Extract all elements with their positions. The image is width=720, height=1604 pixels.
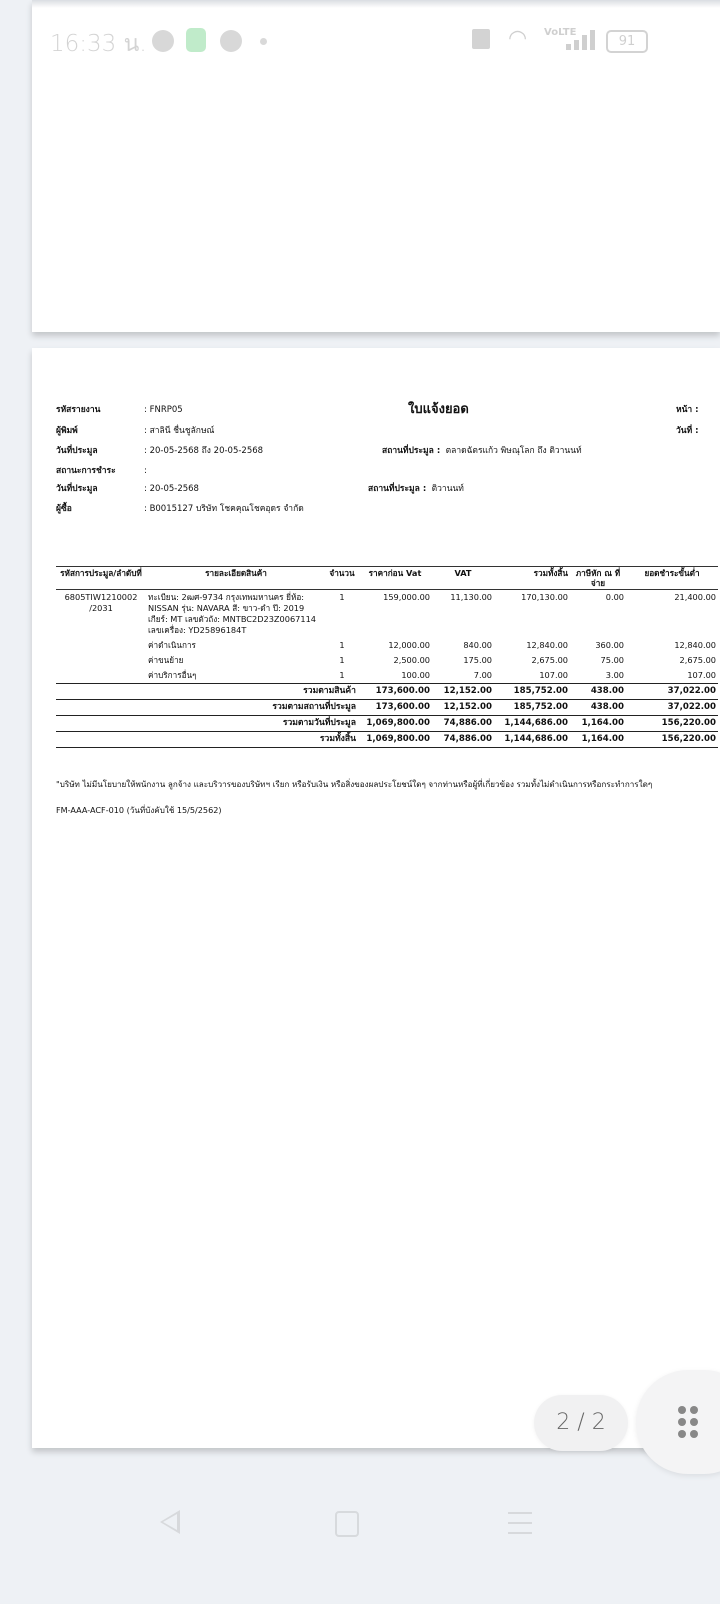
signal-icon [566,30,598,50]
cell-price: 159,000.00 [383,592,430,602]
status-bar [0,0,720,80]
cell-qty: 1 [339,655,345,665]
cell-code [56,638,146,653]
cell-vat: 840.00 [463,640,492,650]
summary-row-grand-total [56,732,718,748]
cell-qty: 1 [339,640,345,650]
cell-total: 12,840.00 [526,640,568,650]
cell-description: ค่าดำเนินการ [148,640,196,650]
summary-wht: 438.00 [570,700,626,716]
volte-icon: VoLTE [544,27,577,38]
cell-price: 2,500.00 [393,655,430,665]
cell-total: 2,675.00 [531,655,568,665]
col-header-price: ราคาก่อน Vat [358,567,432,590]
col-header-code: รหัสการประมูล/ลำดับที่ [56,567,146,590]
summary-vat: 74,886.00 [432,716,494,732]
col-header-qty: จำนวน [326,567,358,590]
table-row [56,668,718,684]
summary-label: รวมตามสถานที่ประมูล [56,700,358,716]
summary-label: รวมทั้งสิ้น [56,732,358,748]
col-header-total: รวมทั้งสิ้น [494,567,570,590]
cell-description: ค่าบริการอื่นๆ [148,670,197,680]
status-time: 16:33 น. [50,31,147,57]
cell-qty: 1 [339,670,345,680]
summary-wht: 438.00 [570,684,626,700]
field-printer: ผู้พิมพ์ : สาลินี ชื่นชูลักษณ์ [56,426,215,436]
field-payment-status: สถานะการชำระ : [56,466,147,476]
grid-dots-icon [678,1406,700,1438]
field-location: สถานที่ประมูล : ติวานนท์ [368,484,464,494]
line-icon [152,30,174,52]
cell-total: 107.00 [539,670,568,680]
date-label: วันที่ : [676,426,699,436]
table-row [56,590,718,639]
cell-qty: 1 [339,592,345,602]
col-header-vat: VAT [432,567,494,590]
summary-vat: 12,152.00 [432,700,494,716]
cell-code: 6805TIW1210002 /2031 [64,592,138,613]
wifi-icon: ◠ [508,26,528,51]
summary-price: 173,600.00 [358,700,432,716]
summary-price: 173,600.00 [358,684,432,700]
summary-total: 185,752.00 [494,684,570,700]
summary-total: 185,752.00 [494,700,570,716]
cell-min-pay: 107.00 [687,670,716,680]
cell-price: 12,000.00 [388,640,430,650]
col-header-min-pay: ยอดชำระขั้นต่ำ [626,567,718,590]
system-nav-bar [0,1490,720,1560]
recents-icon[interactable] [508,1510,532,1536]
vibrate-icon [472,29,490,49]
page-label: หน้า : [676,405,699,415]
cell-wht: 75.00 [600,655,624,665]
line-icon [220,30,242,52]
cell-wht: 3.00 [605,670,624,680]
home-icon[interactable] [335,1511,359,1537]
field-report-code: รหัสรายงาน : FNRP05 [56,405,183,415]
table-header [56,567,718,590]
summary-label: รวมตามวันที่ประมูล [56,716,358,732]
field-buyer: ผู้ซื้อ : B0015127 บริษัท โชคคุณโชคอุดร จำกัด [56,504,304,514]
cell-description: ทะเบียน: 2ฒศ-9734 กรุงเทพมหานคร ยี่ห้อ: NISSAN รุ่น: NAVARA สี: ขาว-ดำ ปี: 2019 เกียร์: MT เลขตัวถัง: MNTBC2D23Z0067114 เลขเครื่อง: YD25896184T [148,592,317,635]
cell-code [56,668,146,684]
summary-row-by-date [56,716,718,732]
items-table [56,566,718,748]
cell-vat: 175.00 [463,655,492,665]
summary-total: 1,144,686.00 [494,716,570,732]
page-indicator[interactable]: 2 / 2 [534,1395,628,1451]
back-icon[interactable] [160,1510,180,1534]
notification-dot-icon [260,38,267,45]
cell-vat: 7.00 [473,670,492,680]
field-location-range: สถานที่ประมูล : ตลาดฉัตรแก้ว พิษณุโลก ถึง ติวานนท์ [382,446,582,456]
pdf-page-2 [32,348,720,1448]
table-row [56,638,718,653]
summary-vat: 12,152.00 [432,684,494,700]
summary-wht: 1,164.00 [570,732,626,748]
cell-min-pay: 21,400.00 [674,592,716,602]
cell-wht: 0.00 [605,592,624,602]
summary-min-pay: 37,022.00 [626,684,718,700]
summary-total: 1,144,686.00 [494,732,570,748]
summary-price: 1,069,800.00 [358,716,432,732]
cell-price: 100.00 [401,670,430,680]
form-code: FM-AAA-ACF-010 (วันที่บังคับใช้ 15/5/2562) [56,805,222,815]
cell-total: 170,130.00 [521,592,568,602]
cell-description: ค่าขนย้าย [148,655,184,665]
summary-min-pay: 156,220.00 [626,732,718,748]
summary-label: รวมตามสินค้า [56,684,358,700]
summary-vat: 74,886.00 [432,732,494,748]
cell-code [56,653,146,668]
summary-wht: 1,164.00 [570,716,626,732]
report-title: ใบแจ้งยอด [408,402,469,417]
cell-vat: 11,130.00 [450,592,492,602]
cell-min-pay: 2,675.00 [679,655,716,665]
upload-icon [186,28,206,52]
summary-row-by-location [56,700,718,716]
col-header-wht: ภาษีหัก ณ ที่จ่าย [570,567,626,590]
cell-wht: 360.00 [595,640,624,650]
summary-min-pay: 156,220.00 [626,716,718,732]
battery-icon: 91 [606,30,648,53]
summary-row-by-product [56,684,718,700]
field-auction-date: วันที่ประมูล : 20-05-2568 [56,484,199,494]
col-header-description: รายละเอียดสินค้า [146,567,326,590]
summary-min-pay: 37,022.00 [626,700,718,716]
field-auction-date-range: วันที่ประมูล : 20-05-2568 ถึง 20-05-2568 [56,446,264,456]
disclaimer-text: "บริษัท ไม่มีนโยบายให้พนักงาน ลูกจ้าง และบริวารของบริษัทฯ เรียก หรือรับเงิน หรือสิ่งของผลประโยชน์ใดๆ จากท่านหรือผู้ที่เกี่ยวข้อง รวมทั้งไม่ดำเนินการหรือกระทำการใดๆ [56,779,653,789]
summary-price: 1,069,800.00 [358,732,432,748]
table-row [56,653,718,668]
cell-min-pay: 12,840.00 [674,640,716,650]
